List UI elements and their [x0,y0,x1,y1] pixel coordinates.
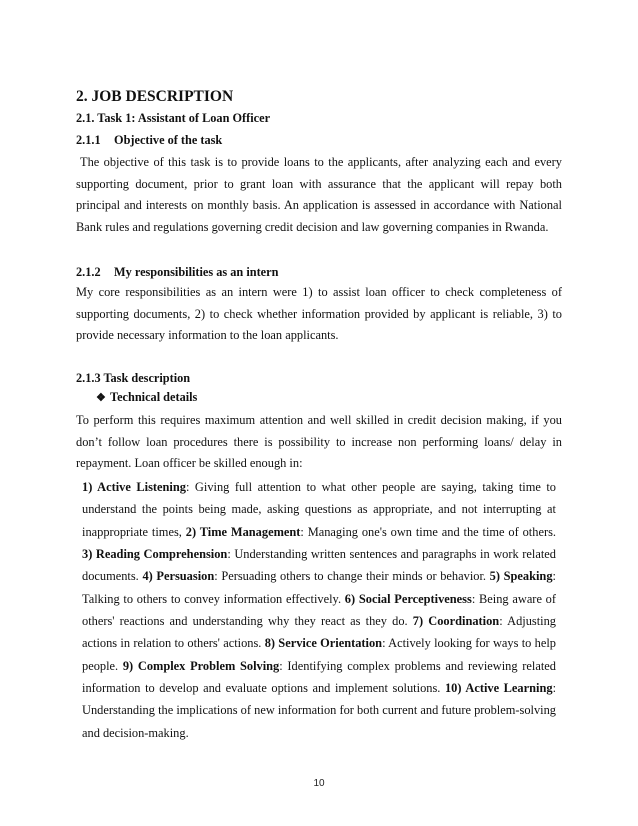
skill-label: 9) Complex Problem Solving [122,658,280,673]
skill-text: : Understanding the implications of new information for both current and future problem-solving and decision-making. [82,681,557,740]
objective-paragraph: The objective of this task is to provide loans to the applicants, after analyzing each and every supporting document, prior to grant loan with assurance that the applicant will repay both principal and interests on monthly basis. An application is assessed in accordance with National Bank rules and regulations governing credit decision and law governing companies in Rwanda. [76,155,562,234]
responsibilities-paragraph: My core responsibilities as an intern were 1) to assist loan officer to check completeness of supporting documents, 2) to check whether information provided by applicant is reliable, 3) to provide necessary information to the loan applicants. [76,285,562,343]
skill-item [142,569,489,583]
responsibilities-heading [76,265,278,280]
skill-text: : Talking to others to convey information effectively. [82,569,556,606]
skill-text: : Managing one's own time and the time of others. [300,524,556,539]
skill-text: : Actively looking for ways to help people. [82,636,556,673]
skill-text: : Adjusting actions in relation to others' actions. [82,614,556,651]
skill-label: 3) Reading Comprehension [82,547,228,562]
skill-text: : Identifying complex problems and reviewing related information to develop and evaluate options and implement solutions. [82,658,556,696]
skill-text: : Giving full attention to what other people are saying, taking time to understand the points being made, asking questions as appropriate, and not interrupting at inappropriate times, [82,480,556,539]
section-heading: 2. JOB DESCRIPTION [76,88,234,105]
diamond-bullet-icon: ❖ [96,392,106,404]
skill-label: 7) Coordination [412,614,500,629]
objective-heading [76,133,222,148]
skill-label: 10) Active Learning [444,681,553,696]
skill-label: 1) Active Listening [82,480,186,494]
skill-label: 5) Speaking [489,569,553,584]
technical-details-label: Technical details [110,390,198,404]
objective-number: 2.1.1 [76,133,101,147]
technical-details-bullet [96,390,197,405]
task-description-heading: 2.1.3 Task description [76,371,191,385]
skill-text: : Being aware of others' reactions and understanding why they react as they do. [82,591,557,629]
skill-label: 8) Service Orientation [264,636,383,651]
skill-label: 4) Persuasion [142,569,215,584]
skills-list [82,476,556,744]
task-heading: 2.1. Task 1: Assistant of Loan Officer [76,111,271,125]
skill-text: : Understanding written sentences and paragraphs in work related documents. [82,547,556,584]
objective-title: Objective of the task [114,133,223,147]
page-number: 10 [313,778,325,789]
skill-text: : Persuading others to change their minds or behavior. [214,569,490,584]
task-description-paragraph: To perform this requires maximum attention and well skilled in credit decision making, if you don’t follow loan procedures there is possibility to increase non performing loans/ delay in repayment. Loan officer be skilled enough in: [76,413,562,471]
skill-label: 2) Time Management [185,524,301,539]
responsibilities-number: 2.1.2 [76,265,101,279]
skill-label: 6) Social Perceptiveness [344,591,472,606]
responsibilities-title: My responsibilities as an intern [114,265,279,279]
skill-item [186,525,556,539]
